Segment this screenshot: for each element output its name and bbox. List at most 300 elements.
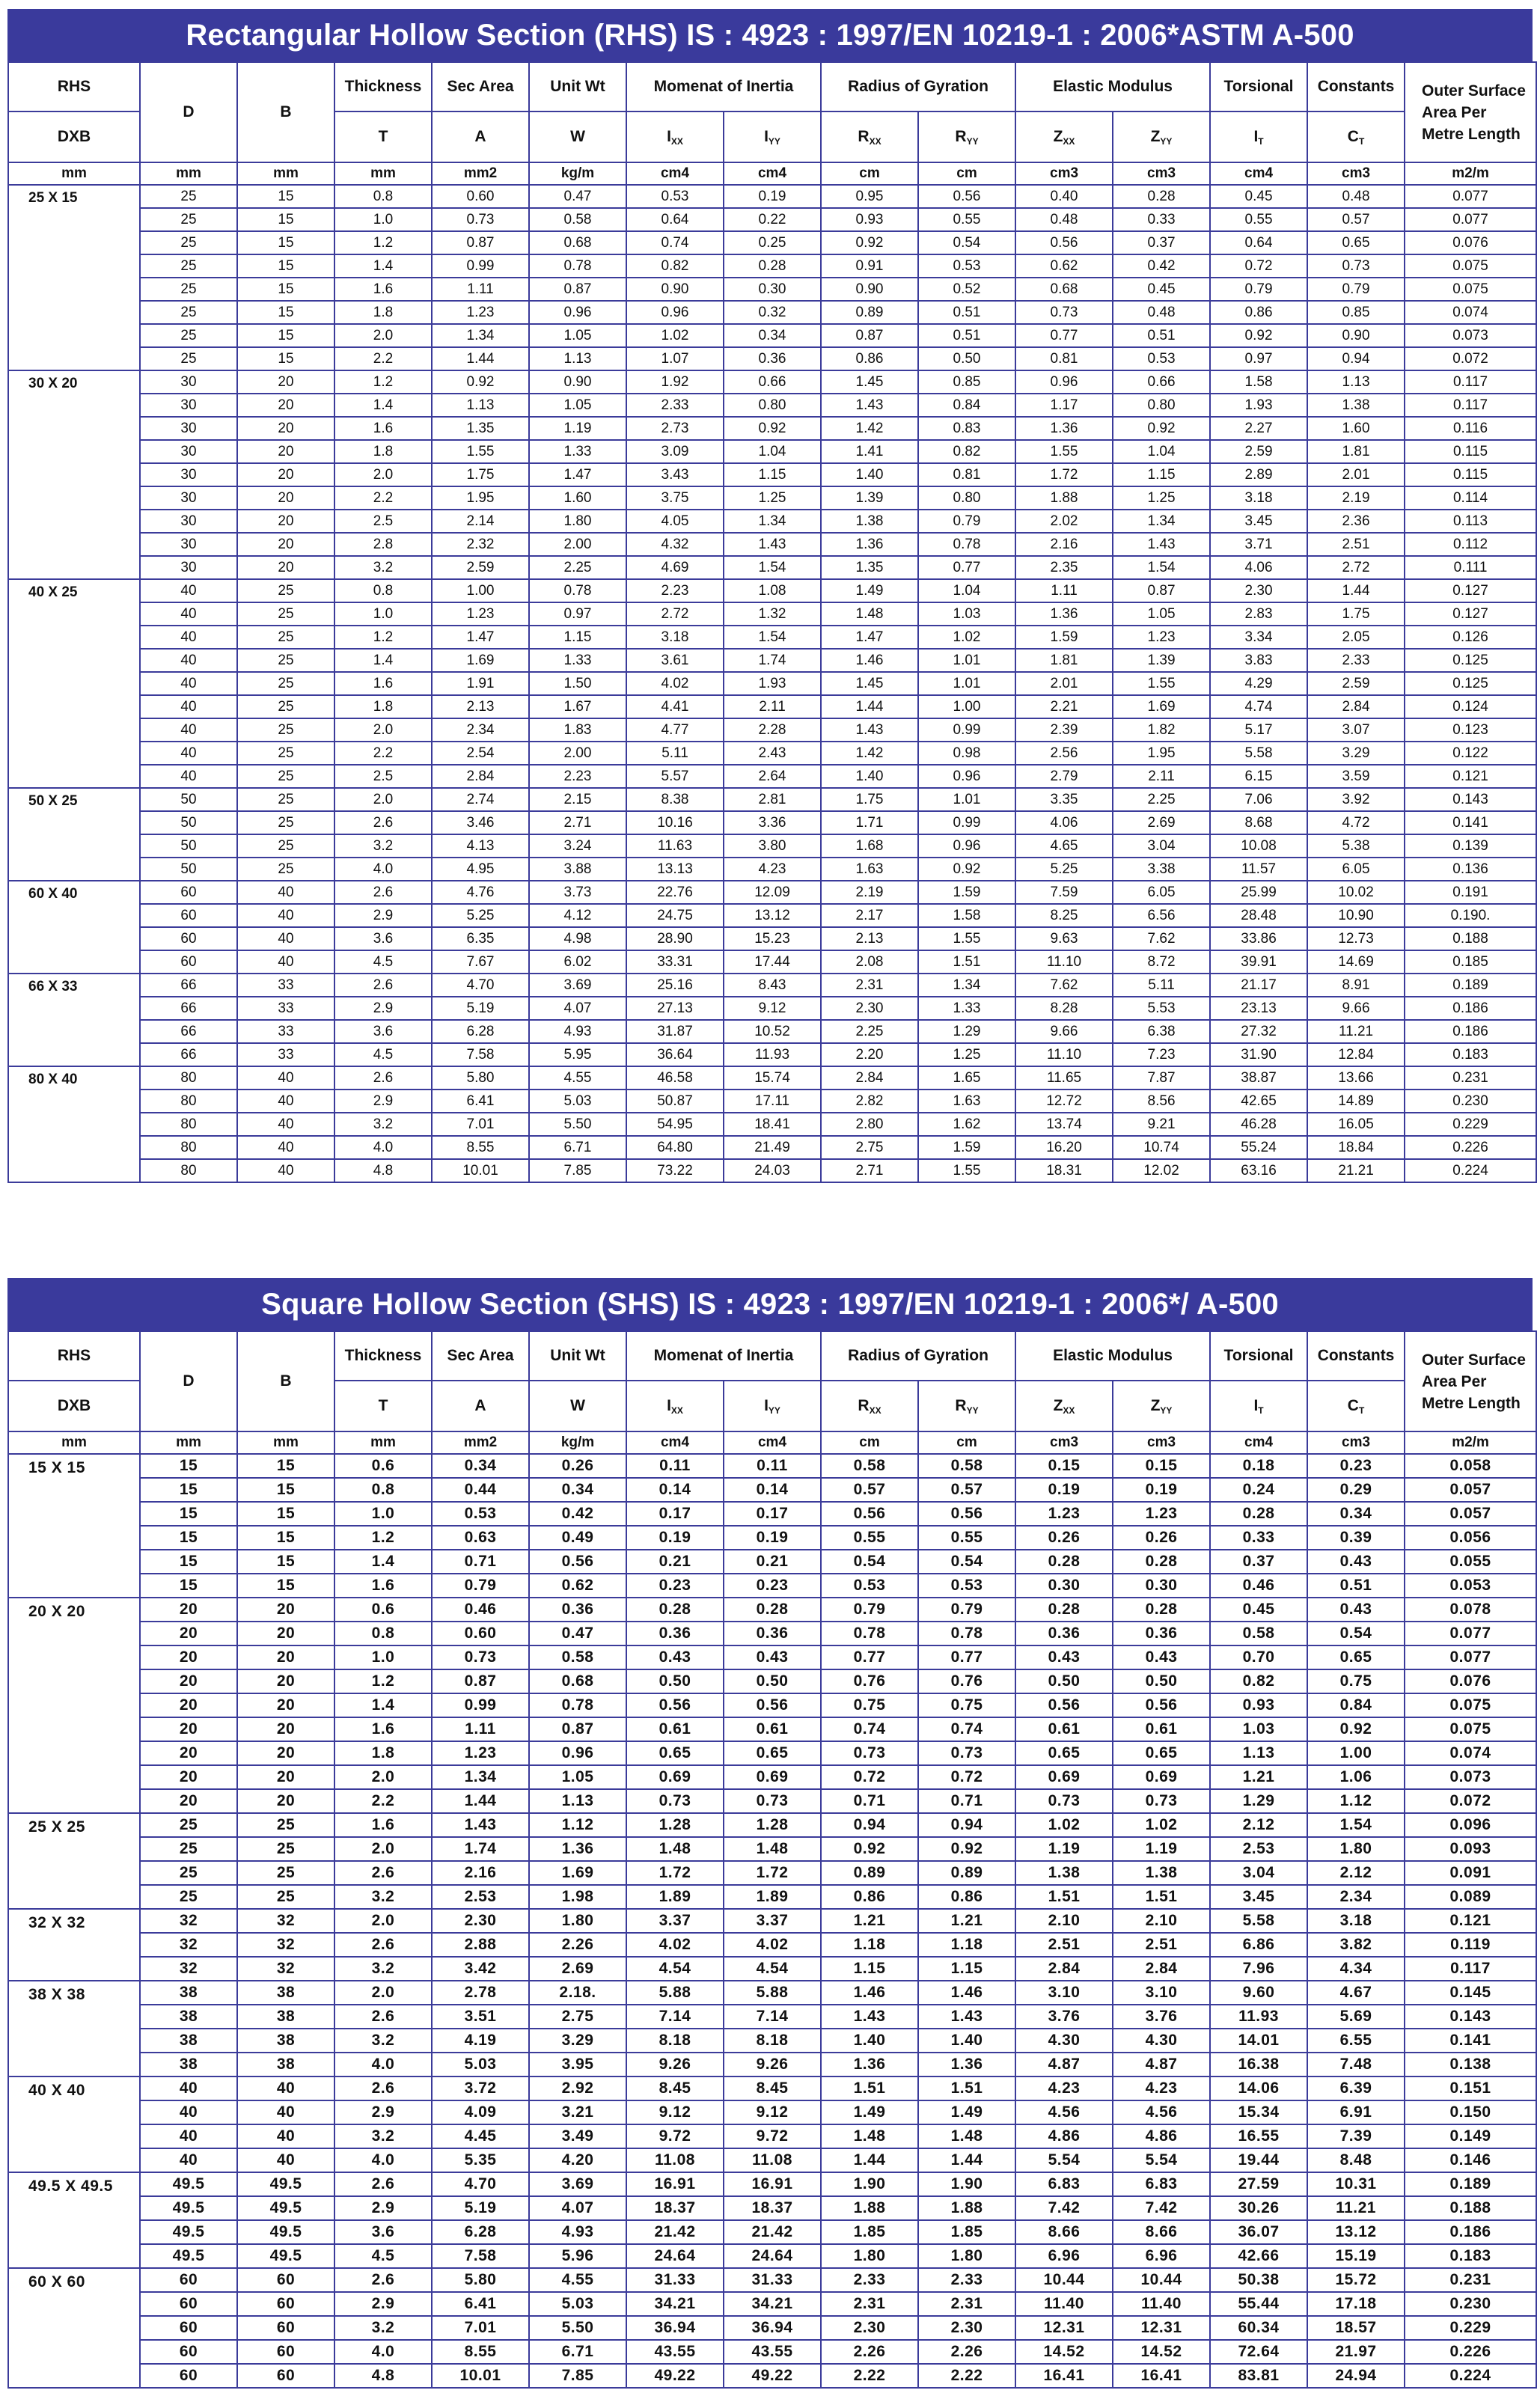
table-cell: 1.55 [918,1159,1015,1182]
table-row [8,997,1536,1020]
table-cell: 31.33 [626,2268,724,2292]
table-cell: 0.188 [1405,927,1536,950]
table-cell: 0.226 [1405,1136,1536,1159]
table-cell: 1.59 [1015,626,1113,649]
table-cell: 1.19 [1015,1837,1113,1861]
table-cell: 0.123 [1405,718,1536,742]
table-cell: 1.42 [821,417,918,440]
table-cell: 4.54 [724,1957,821,1981]
table-cell: 0.68 [1015,278,1113,301]
table-cell: 0.33 [1210,1526,1307,1550]
table-cell: 0.121 [1405,765,1536,788]
table-cell: 0.71 [918,1789,1015,1813]
table-cell: 6.38 [1113,1020,1210,1043]
table-row [8,440,1536,463]
table-cell: 1.51 [821,2077,918,2100]
table-cell: 18.57 [1307,2316,1405,2340]
table-cell: 2.83 [1210,602,1307,626]
header-t: T [334,1381,432,1431]
table-cell: 0.99 [432,254,529,278]
header-dxb: DXB [8,111,140,162]
table-cell: 1.21 [918,1909,1015,1933]
table-cell: 20 [237,1598,334,1622]
table-cell: 2.6 [334,2005,432,2029]
table-cell: 20 [237,533,334,556]
table-cell: 4.86 [1113,2124,1210,2148]
table-cell: 20 [237,394,334,417]
table-row [8,2005,1536,2029]
header-elastic: Elastic Modulus [1015,62,1210,111]
table-cell: 7.87 [1113,1066,1210,1090]
table-cell: 5.03 [432,2053,529,2077]
table-cell: 0.053 [1405,1574,1536,1598]
table-cell: 32 [140,1957,237,1981]
table-row [8,417,1536,440]
table-cell: 0.122 [1405,742,1536,765]
table-cell: 27.32 [1210,1020,1307,1043]
table-cell: 1.91 [432,672,529,695]
table-cell: 25 [140,347,237,370]
table-cell: 0.80 [1113,394,1210,417]
table-cell: 4.20 [529,2148,626,2172]
table-cell: 0.81 [918,463,1015,486]
table-cell: 4.12 [529,904,626,927]
table-cell: 0.91 [821,254,918,278]
header-inertia: Momenat of Inertia [626,62,821,111]
table-cell: 1.35 [432,417,529,440]
table-cell: 1.13 [529,347,626,370]
table-cell: 0.43 [1113,1645,1210,1669]
table-cell: 2.19 [1307,486,1405,510]
table-cell: 2.33 [626,394,724,417]
table-cell: 0.90 [821,278,918,301]
table-cell: 7.42 [1113,2196,1210,2220]
table-cell: 3.45 [1210,1885,1307,1909]
table-cell: 25 [237,626,334,649]
table-cell: 1.54 [724,626,821,649]
table-cell: 0.65 [1015,1741,1113,1765]
table-cell: 8.48 [1307,2148,1405,2172]
table-cell: 3.95 [529,2053,626,2077]
table-cell: 80 [140,1090,237,1113]
table-cell: 0.190. [1405,904,1536,927]
header-w: W [529,1381,626,1431]
shs-table [7,1330,1537,2389]
table-cell: 2.2 [334,742,432,765]
table-cell: 40 [237,927,334,950]
table-cell: 2.81 [724,788,821,811]
table-cell: 0.26 [529,1454,626,1478]
table-cell: 7.67 [432,950,529,974]
table-cell: 0.60 [432,1622,529,1645]
table-cell: 2.22 [821,2364,918,2388]
table-cell: 3.51 [432,2005,529,2029]
table-cell: 0.54 [1307,1622,1405,1645]
table-cell: 21.42 [724,2220,821,2244]
table-cell: 2.01 [1307,463,1405,486]
table-cell: 25 [140,324,237,347]
table-cell: 0.62 [1015,254,1113,278]
table-cell: 20 [140,1789,237,1813]
table-cell: 3.6 [334,2220,432,2244]
table-cell: 1.6 [334,1717,432,1741]
table-cell: 1.69 [529,1861,626,1885]
table-cell: 1.23 [432,1741,529,1765]
table-cell: 0.79 [1210,278,1307,301]
header-outer-surface [1405,1331,1536,1431]
table-cell: 1.21 [1210,1765,1307,1789]
table-cell: 60 [140,2292,237,2316]
table-cell: 4.30 [1015,2029,1113,2053]
table-cell: 1.72 [1015,463,1113,486]
table-cell: 1.36 [918,2053,1015,2077]
table-cell: 60 [140,2340,237,2364]
table-cell: 1.40 [821,765,918,788]
header-outer-line2: Area Per [1422,103,1487,121]
table-cell: 3.2 [334,834,432,858]
table-cell: 0.19 [1113,1478,1210,1502]
table-cell: 30 [140,510,237,533]
table-cell: 60 [237,2292,334,2316]
rhs-title: Rectangular Hollow Section (RHS) IS : 4923 : 1997/EN 10219-1 : 2006*ASTM A-500 [7,9,1533,61]
table-cell: 0.17 [626,1502,724,1526]
table-cell: 0.183 [1405,2244,1536,2268]
table-cell: 0.90 [626,278,724,301]
table-cell: 0.141 [1405,2029,1536,2053]
table-cell: 5.50 [529,1113,626,1136]
table-row [8,1090,1536,1113]
table-cell: 25.16 [626,974,724,997]
table-cell: 1.0 [334,1645,432,1669]
table-cell: 2.84 [1307,695,1405,718]
table-cell: 0.71 [432,1550,529,1574]
table-cell: 5.58 [1210,742,1307,765]
table-cell: 20 [140,1765,237,1789]
table-cell: 0.53 [918,254,1015,278]
table-cell: 38.87 [1210,1066,1307,1090]
table-cell: 1.33 [918,997,1015,1020]
table-cell: 1.8 [334,440,432,463]
table-cell: 0.65 [626,1741,724,1765]
table-cell: 0.50 [918,347,1015,370]
table-cell: 1.43 [821,2005,918,2029]
unit-cell: kg/m [529,1431,626,1454]
table-cell: 1.07 [626,347,724,370]
table-cell: 16.05 [1307,1113,1405,1136]
table-cell: 0.65 [724,1741,821,1765]
table-cell: 1.92 [626,370,724,394]
table-cell: 4.56 [1113,2100,1210,2124]
table-cell: 0.46 [1210,1574,1307,1598]
table-cell: 40 [140,718,237,742]
table-cell: 7.23 [1113,1043,1210,1066]
table-cell: 25 [237,649,334,672]
table-cell: 0.072 [1405,347,1536,370]
table-cell: 0.39 [1307,1526,1405,1550]
table-cell: 0.51 [1307,1574,1405,1598]
table-cell: 4.34 [1307,1957,1405,1981]
table-cell: 83.81 [1210,2364,1307,2388]
unit-cell: cm4 [626,162,724,185]
header-rxx: $R_{XX}$ [821,111,918,162]
table-cell: 2.31 [821,974,918,997]
table-cell: 4.77 [626,718,724,742]
table-cell: 0.84 [1307,1693,1405,1717]
table-cell: 0.229 [1405,2316,1536,2340]
table-cell: 3.35 [1015,788,1113,811]
header-a: A [432,111,529,162]
section-size-label: 66 X 33 [8,974,140,1066]
table-cell: 50.38 [1210,2268,1307,2292]
table-cell: 1.44 [432,1789,529,1813]
table-cell: 0.143 [1405,788,1536,811]
section-size-label: 50 X 25 [8,788,140,881]
table-cell: 1.02 [626,324,724,347]
table-cell: 9.60 [1210,1981,1307,2005]
table-cell: 1.11 [432,1717,529,1741]
table-row [8,626,1536,649]
table-cell: 21.49 [724,1136,821,1159]
table-cell: 0.126 [1405,626,1536,649]
table-cell: 2.00 [529,533,626,556]
table-cell: 0.112 [1405,533,1536,556]
table-cell: 1.75 [821,788,918,811]
table-cell: 18.37 [724,2196,821,2220]
table-cell: 3.36 [724,811,821,834]
table-cell: 1.81 [1015,649,1113,672]
table-cell: 60.34 [1210,2316,1307,2340]
table-cell: 1.8 [334,695,432,718]
table-cell: 7.58 [432,2244,529,2268]
table-cell: 3.59 [1307,765,1405,788]
table-cell: 0.96 [918,765,1015,788]
table-row [8,324,1536,347]
table-cell: 5.19 [432,997,529,1020]
table-cell: 13.13 [626,858,724,881]
table-cell: 1.90 [821,2172,918,2196]
table-cell: 40 [237,2124,334,2148]
table-cell: 2.11 [1113,765,1210,788]
table-cell: 60 [140,2268,237,2292]
table-cell: 0.92 [724,417,821,440]
table-cell: 2.59 [432,556,529,579]
table-cell: 9.66 [1307,997,1405,1020]
table-cell: 2.64 [724,765,821,788]
table-cell: 3.83 [1210,649,1307,672]
table-cell: 0.127 [1405,579,1536,602]
table-cell: 1.01 [918,672,1015,695]
table-cell: 0.116 [1405,417,1536,440]
table-cell: 20 [237,486,334,510]
table-cell: 3.21 [529,2100,626,2124]
table-cell: 0.48 [1113,301,1210,324]
table-cell: 1.6 [334,1813,432,1837]
table-cell: 9.72 [724,2124,821,2148]
table-cell: 3.46 [432,811,529,834]
section-size-label: 60 X 60 [8,2268,140,2388]
table-cell: 1.51 [1113,1885,1210,1909]
table-cell: 0.96 [626,301,724,324]
table-cell: 25 [237,765,334,788]
table-cell: 2.0 [334,463,432,486]
table-cell: 1.48 [821,2124,918,2148]
table-cell: 0.69 [626,1765,724,1789]
table-cell: 2.6 [334,1933,432,1957]
table-cell: 3.10 [1015,1981,1113,2005]
table-cell: 1.12 [1307,1789,1405,1813]
header-w: W [529,111,626,162]
table-cell: 0.19 [1015,1478,1113,1502]
table-cell: 0.92 [821,1837,918,1861]
table-cell: 0.28 [1113,1550,1210,1574]
table-cell: 1.05 [529,324,626,347]
header-torsional: Torsional [1210,1331,1307,1381]
table-cell: 15 [140,1550,237,1574]
table-cell: 20 [237,440,334,463]
header-zyy: $Z_{YY}$ [1113,1381,1210,1431]
table-cell: 0.73 [1015,301,1113,324]
table-cell: 0.92 [918,1837,1015,1861]
table-cell: 1.88 [1015,486,1113,510]
table-cell: 63.16 [1210,1159,1307,1182]
table-cell: 2.34 [432,718,529,742]
shs-data-rows [8,1454,1536,2388]
table-cell: 0.80 [724,394,821,417]
table-cell: 2.71 [821,1159,918,1182]
table-cell: 0.72 [1210,254,1307,278]
table-cell: 2.10 [1113,1909,1210,1933]
table-cell: 0.8 [334,579,432,602]
table-cell: 10.31 [1307,2172,1405,2196]
table-cell: 2.59 [1210,440,1307,463]
table-cell: 0.58 [821,1454,918,1478]
table-cell: 15 [237,1574,334,1598]
table-cell: 0.077 [1405,185,1536,208]
table-cell: 2.84 [432,765,529,788]
table-cell: 40 [237,1090,334,1113]
table-cell: 0.78 [821,1622,918,1645]
table-cell: 36.94 [724,2316,821,2340]
table-cell: 7.62 [1015,974,1113,997]
table-cell: 4.55 [529,2268,626,2292]
table-cell: 33 [237,1043,334,1066]
table-cell: 5.58 [1210,1909,1307,1933]
table-cell: 9.12 [724,2100,821,2124]
header-d: D [140,62,237,162]
table-cell: 1.45 [821,370,918,394]
table-cell: 0.37 [1113,231,1210,254]
table-cell: 1.23 [432,301,529,324]
table-cell: 7.85 [529,2364,626,2388]
table-cell: 0.075 [1405,278,1536,301]
table-row [8,881,1536,904]
table-cell: 0.87 [432,231,529,254]
table-cell: 1.23 [1113,1502,1210,1526]
table-cell: 1.25 [918,1043,1015,1066]
table-cell: 2.0 [334,1765,432,1789]
table-cell: 8.43 [724,974,821,997]
table-cell: 1.88 [918,2196,1015,2220]
header-outer-surface [1405,62,1536,162]
table-cell: 2.0 [334,718,432,742]
table-cell: 0.89 [821,301,918,324]
unit-cell: mm [334,1431,432,1454]
table-cell: 11.93 [1210,2005,1307,2029]
table-cell: 0.92 [1210,324,1307,347]
table-cell: 0.136 [1405,858,1536,881]
table-cell: 30 [140,417,237,440]
table-cell: 1.43 [821,394,918,417]
table-cell: 60 [237,2340,334,2364]
table-cell: 3.18 [626,626,724,649]
section-size-label: 20 X 20 [8,1598,140,1813]
table-cell: 3.6 [334,1020,432,1043]
table-cell: 14.01 [1210,2029,1307,2053]
table-cell: 0.141 [1405,811,1536,834]
table-cell: 1.04 [918,579,1015,602]
table-cell: 1.28 [724,1813,821,1837]
table-cell: 32 [140,1933,237,1957]
table-cell: 20 [237,1645,334,1669]
table-cell: 2.6 [334,811,432,834]
table-cell: 2.6 [334,1861,432,1885]
table-cell: 0.58 [1210,1622,1307,1645]
table-row [8,1645,1536,1669]
table-cell: 80 [140,1159,237,1182]
table-cell: 0.21 [626,1550,724,1574]
table-cell: 0.86 [1210,301,1307,324]
table-cell: 0.45 [1113,278,1210,301]
table-cell: 4.5 [334,950,432,974]
table-cell: 2.74 [432,788,529,811]
table-cell: 2.17 [821,904,918,927]
table-cell: 4.65 [1015,834,1113,858]
table-cell: 12.72 [1015,1090,1113,1113]
table-cell: 8.18 [724,2029,821,2053]
table-cell: 1.15 [724,463,821,486]
table-cell: 73.22 [626,1159,724,1182]
table-cell: 1.59 [918,881,1015,904]
table-cell: 0.70 [1210,1645,1307,1669]
table-cell: 1.39 [821,486,918,510]
table-cell: 0.71 [821,1789,918,1813]
table-cell: 2.0 [334,788,432,811]
table-cell: 0.11 [724,1454,821,1478]
table-cell: 0.56 [1015,231,1113,254]
table-row [8,2077,1536,2100]
table-cell: 5.03 [529,1090,626,1113]
table-cell: 39.91 [1210,950,1307,974]
table-cell: 1.36 [821,533,918,556]
table-row [8,742,1536,765]
table-cell: 15 [237,1454,334,1478]
table-cell: 1.44 [821,2148,918,2172]
table-cell: 2.82 [821,1090,918,1113]
table-cell: 0.22 [724,208,821,231]
table-cell: 0.188 [1405,2196,1536,2220]
table-cell: 25 [140,1837,237,1861]
table-cell: 49.5 [237,2172,334,2196]
table-cell: 15 [237,208,334,231]
table-cell: 11.10 [1015,950,1113,974]
table-cell: 12.73 [1307,927,1405,950]
table-cell: 5.80 [432,2268,529,2292]
table-cell: 0.87 [529,278,626,301]
table-cell: 15.23 [724,927,821,950]
table-cell: 10.44 [1015,2268,1113,2292]
table-cell: 0.23 [626,1574,724,1598]
table-cell: 2.01 [1015,672,1113,695]
